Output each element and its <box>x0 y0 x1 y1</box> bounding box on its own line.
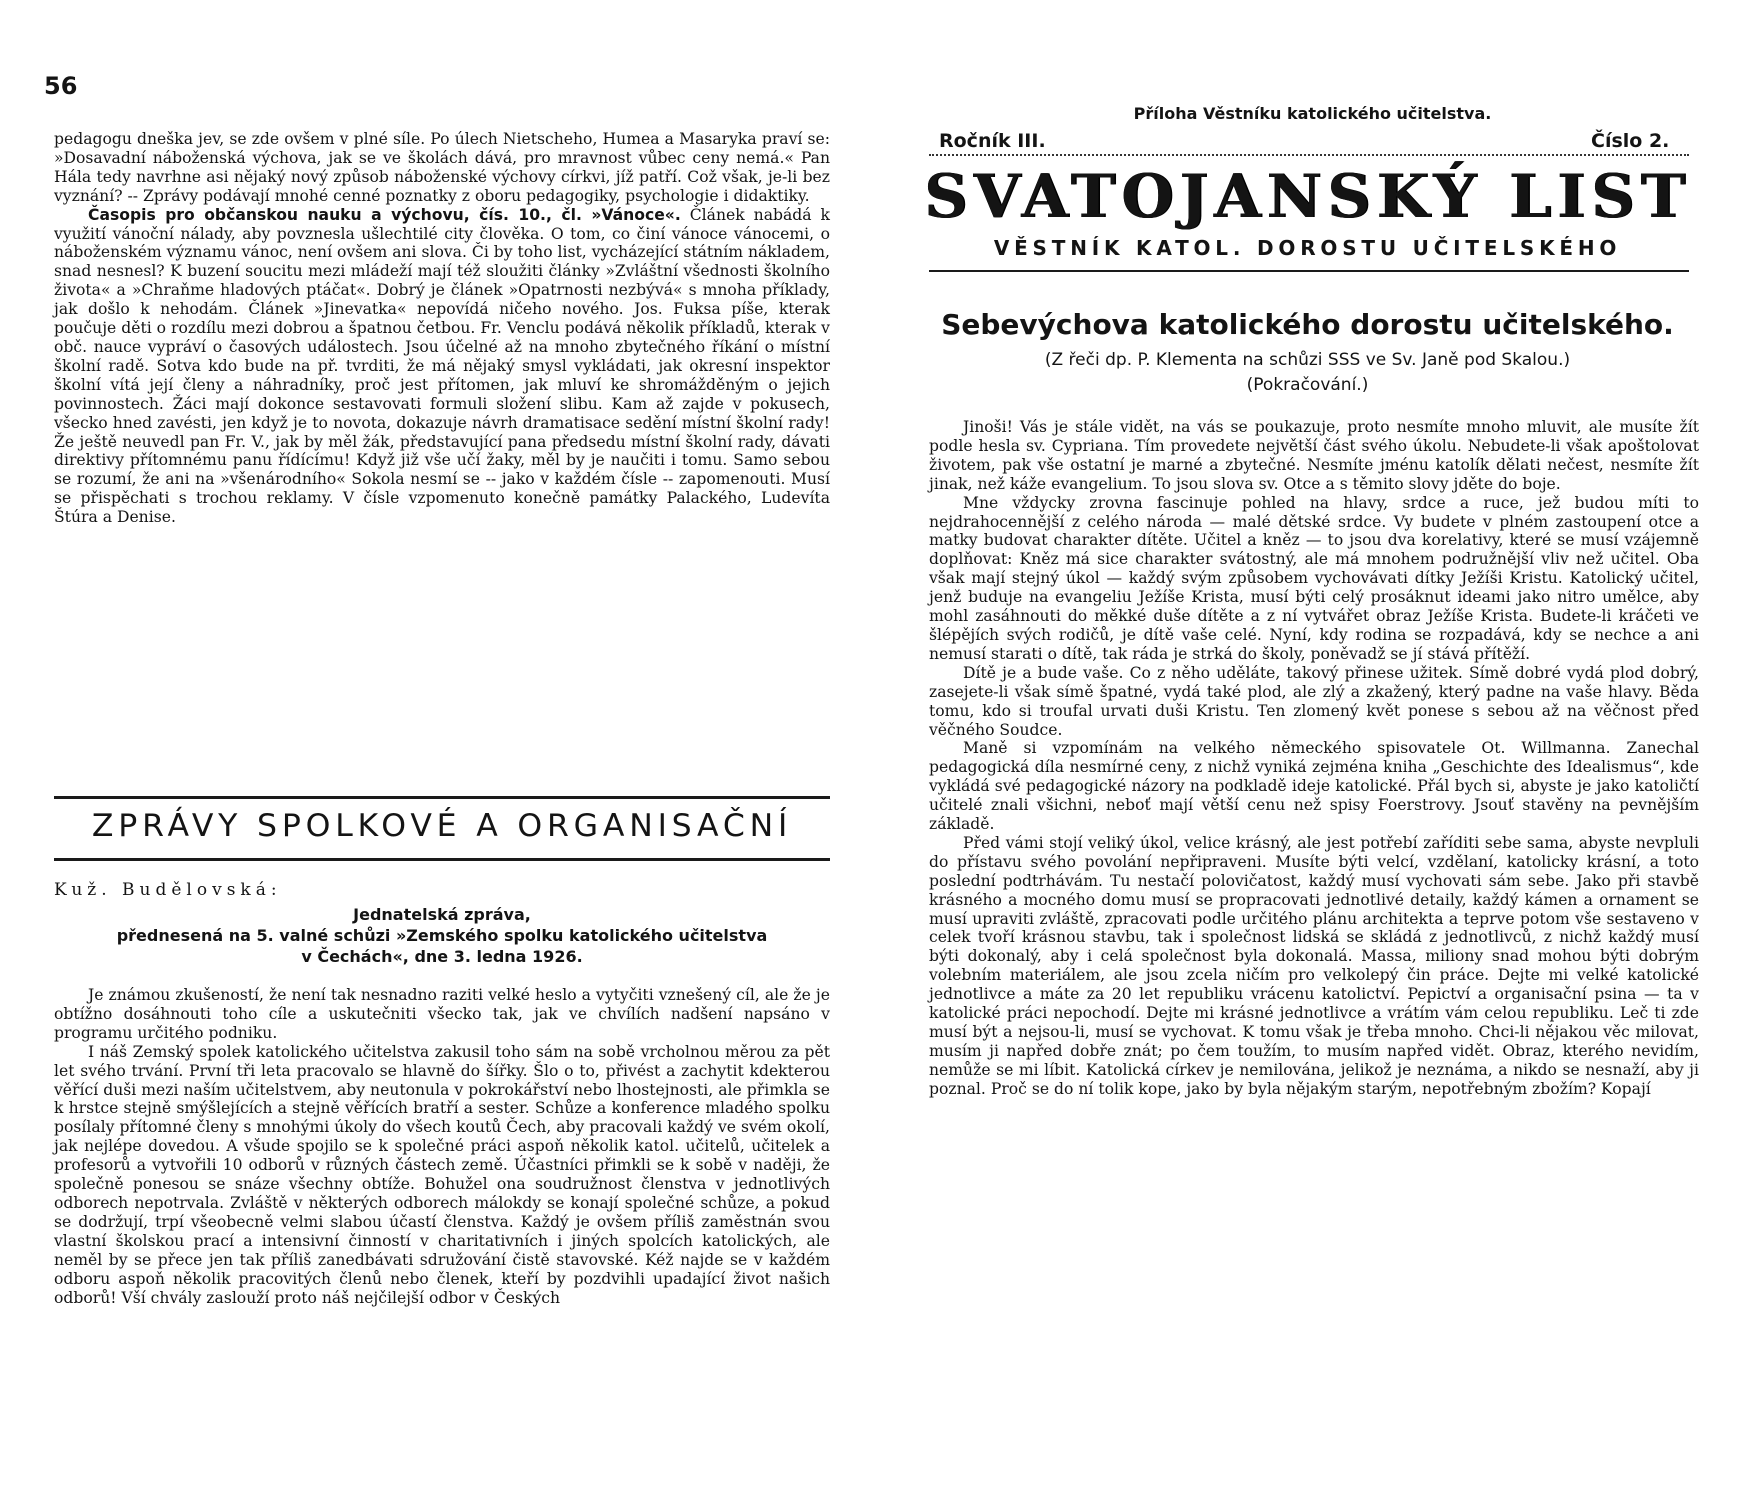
report-paragraph: I náš Zemský spolek katolického učitelstva zakusil toho sám na sobě vrcholnou měrou za pět let svého trvání. První tři leta pracovalo se hlavně do šířky. Šlo o to, přivést a zachytit kdekterou věřící duši mezi naším učitelstvem, aby neutonula v pokrokářství nebo lhostejnosti, ale přimkla se k hrstce stejně smýšlejících a stejně věřících bratří a sester. Schůze a konference mladého spolku posílaly přítomné členy s mnohými úkoly do všech koutů Čech, aby pracovali každý ve svém okolí, jak nejlépe dovedou. A všude spojilo se k společné práci aspoň několik katol. učitelů, učitelek a profesorů a vytvořili 10 odborů v různých částech země. Účastníci přimkli se k sobě v naději, že společně ponesou se snáze všechny obtíže. Bohužel ona soudružnost členstva v jednotlivých odborech nepotrvala. Zvláště v některých odborech málokdy se konají společné schůze, a pokud se dodržují, trpí všeobecně velmi slabou účastí členstva. Každý je ovšem příliš zaměstnán svou vlastní školskou prací a intensivní činností v charitativních i jiných spolcích katolických, ale neměl by se přece jen tak příliš zanedbávati sdružování čistě stavovské. Kéž najde se v každém odboru aspoň několik pracovitých členů nebo členek, kteří by pozdvihli upadající život našich odborů! Vší chvály zaslouží proto náš nejčilejší odbor v Českých <box>54 1042 830 1307</box>
header-dotted-rule <box>929 154 1689 157</box>
masthead-subtitle: VĚSTNÍK KATOL. DOROSTU UČITELSKÉHO <box>993 236 1622 260</box>
issue-label: Číslo 2. <box>1591 130 1670 152</box>
article-continued: (Pokračování.) <box>1246 375 1369 395</box>
article-paragraph: Dítě je a bude vaše. Co z něho uděláte, takový přinese užitek. Símě dobré vydá plod dobrý, zasejete-li však símě špatné, vydá také plod, ale zlý a zkažený, který padne na vaše hlavy. Běda tomu, kdo si troufal urvati duši Kristu. Ten zlomený květ ponese s sebou až na věčnost před věčného Soudce. <box>929 663 1699 739</box>
report-heading-line: Jednatelská zpráva, <box>353 905 531 924</box>
masthead-title: SVATOJANSKÝ LIST <box>923 162 1691 232</box>
supplement-line: Příloha Věstníku katolického učitelstva. <box>1133 104 1492 123</box>
article-paragraph: Jinoši! Vás je stále vidět, na vás se poukazuje, proto nesmíte mnoho mluvit, ale musíte žít podle hesla sv. Cypriana. Tím provedete největší část svého úkolu. Nebudete-li však apoštolovat životem, pak vše ostatní je marné a zbytečné. Nesmíte jménu katolík dělati nečest, nesmíte žít jinak, než káže evangelium. To jsou slova sv. Otce a s těmito slovy jděte do boje. <box>929 418 1699 493</box>
article-subheading <box>905 348 1710 398</box>
article-source: (Z řeči dp. P. Klementa na schůzi SSS ve Sv. Janě pod Skalou.) <box>1044 350 1571 370</box>
report-body <box>54 986 830 1307</box>
volume-label: Ročník III. <box>939 130 1046 152</box>
report-heading-line: přednesená na 5. valné schůzi »Zemského spolku katolického učitelstva <box>116 926 768 945</box>
article-title: Sebevýchova katolického dorostu učitelského. <box>941 308 1674 341</box>
article-paragraph: Před vámi stojí veliký úkol, velice krásný, ale jest potřebí zaříditi sebe sama, abyste nevpluli do přístavu svého povolání nepřipraveni. Musíte býti velcí, vzdělaní, katolicky krásní, a toto poslední podtrhávám. Tu nestačí polovičatost, každý musí vychovati sám sebe. Jako při stavbě krásného a mocného domu musí se propracovati jednotlivé detaily, každý kámen a ornament se musí upraviti zvláště, zpracovati podle určitého plánu architekta a teprve potom vše sestaveno v celek tvoří krásnou stavbu, tak i společnost lidská se skládá z jednotlivců, z nichž každý musí býti dokonalý, aby i celá společnost byla dokonalá. Massa, miliony snad mohou býti dobrým volebním materiálem, ale jsou zcela ničím pro velkolepý čin práce. Dejte mi velké katolické jednotlivce a máte za 20 let republiku vrácenu katolictví. Pepictví a organisační psina — ta v katolické práci nepochodí. Dejte mi krásné jednotlivce a vrátím vám celou republiku. Leč ti zde musí být a nejsou-li, musí se vychovat. K tomu však je třeba mnoho. Chci-li nějakou věc milovat, musím ji napřed dobře znát; po čem toužím, to musím napřed vidět. Obraz, kterého nevidím, nemůže se mi líbit. Katolická církev je nemilována, jelikož je neznáma, a nikdo se nesnaží, aby ji poznal. Proč se do ní tolik kope, jako by byla nějakým starým, nepotřebným zbožím? Kopají <box>929 833 1699 1098</box>
page-number: 56 <box>44 72 78 100</box>
magazine-review <box>54 206 830 527</box>
article-paragraph: Mne vždycky zrovna fascinuje pohled na hlavy, srdce a ruce, jež budou míti to nejdrahocennější z celého národa — malé dětské srdce. Vy budete v plném zastoupení otce a matky budovat charakter dítěte. Učitel a kněz — to jsou dva korelativy, které se musí vzájemně doplňovat: Kněz má sice charakter svátostný, ale má mnohem podružnější vliv než učitel. Oba však mají stejný úkol — každý svým způsobem vychovávati dítky Ježíši Kristu. Katolický učitel, jenž buduje na evangeliu Ježíše Krista, musí býti celý prosáknut ideami jako nitro umělce, aby mohl zasáhnouti do měkké duše dítěte a z ní vytvářet obraz Ježíše Krista. Budete-li kráčeti ve šlépějích svých rodičů, je dítě vaše celé. Nyní, kdy rodina se rozpadává, kdy se nechce a ani nemusí starati o dítě, tak ráda je strká do školy, poněvadž se jí stává přítěží. <box>929 493 1699 663</box>
right-page <box>875 0 1750 1501</box>
masthead-rule <box>929 270 1689 272</box>
section-rule-bottom <box>54 858 830 861</box>
intro-paragraph: pedagogu dneška jev, se zde ovšem v plné síle. Po úlech Nietscheho, Humea a Masaryka praví se: »Dosavadní náboženská výchova, jak se ve školách dává, pro mravnost vůbec ceny nemá.« Pan Hála tedy navrhne asi nějaký nový způsob náboženské výchovy církvi, jíž patří. Což však, je-li bez vyznání? -- Zprávy podávají mnohé cenné poznatky z oboru pedagogiky, psychologie i didaktiky. <box>54 130 830 205</box>
magazine-review-heading: Časopis pro občanskou nauku a výchovu, čís. 10., čl. »Vánoce«. <box>88 205 681 224</box>
article-paragraph: Maně si vzpomínám na velkého německého spisovatele Ot. Willmanna. Zanechal pedagogická díla nesmírné ceny, z nichž vyniká zejména kniha „Geschichte des Idealismus“, kde vykládá své pedagogické názory na podkladě ideje katolické. Přál bych si, abyste je jako katoličtí učitelé znali všichni, neboť mají větší cenu než spisy Foerstrovy. Jsouť stavěny na pevnějším základě. <box>929 739 1699 834</box>
byline: Kuž. Budělovská: <box>54 880 282 900</box>
section-title: ZPRÁVY SPOLKOVÉ A ORGANISAČNÍ <box>91 808 793 844</box>
article-body <box>929 418 1699 1099</box>
section-rule-top <box>54 796 830 799</box>
magazine-review-text: Článek nabádá k využití vánoční nálady, aby povznesla ušlechtilé city člověka. O tom, co činí vánoce vánocemi, o náboženském významu vánoc, není ovšem ani slova. Či by toho list, vycházející státním nákladem, snad nesnesl? K buzení soucitu mezi mládeží mají též sloužiti články »Zvláštní všednosti školního života« a »Chraňme hladových ptáčat«. Dobrý je článek »Opatrnosti nezbývá« s mnoha příklady, jak došlo k nehodám. Článek »Jinevatka« nepovídá ničeho nového. Jos. Fuksa píše, kterak poučuje děti o rozdílu mezi dobrou a špatnou četbou. Fr. Venclu podává několik příkladů, kterak v obč. nauce vypráví o časových událostech. Jsou účelné až na mnoho zbytečného říkání o místní školní radě. Sotva kdo bude na př. tvrditi, že má nějaký smysl vykládati, jak okresní inspektor školní vítá její členy a náhradníky, proč jest přítomen, jak mluví ke shromážděným o jejich povinnostech. Žáci mají dokonce sestavovati formuli složení slibu. Kam až zajde v pokusech, všecko hned zavésti, jen když je to novota, dokazuje návrh dramatisace sedění místní školní rady! Že ještě neuvedl pan Fr. V., jak by měl žák, představující pana předsedu místní školní rady, dávati direktivy přítomnému panu řídícímu! Když již vše učí žaky, měl by je naučiti i tomu. Samo sebou se rozumí, že ani na »všenárodního« Sokola nesmí se -- jako v každém čísle -- zapomenouti. Musí se přispěchati s trochou reklamy. V čísle vzpomenuto konečně památky Palackého, Ludevíta Štúra a Denise. <box>54 205 830 527</box>
report-heading <box>54 904 830 967</box>
report-heading-line: v Čechách«, dne 3. ledna 1926. <box>301 947 583 966</box>
intro-text <box>54 130 830 527</box>
report-paragraph: Je známou zkušeností, že není tak nesnadno raziti velké heslo a vytyčiti vznešený cíl, ale že je obtížno dosáhnouti toho cíle a uskutečniti všecko tak, jak ve chvílích nadšení napsáno v programu určitého podniku. <box>54 986 830 1042</box>
